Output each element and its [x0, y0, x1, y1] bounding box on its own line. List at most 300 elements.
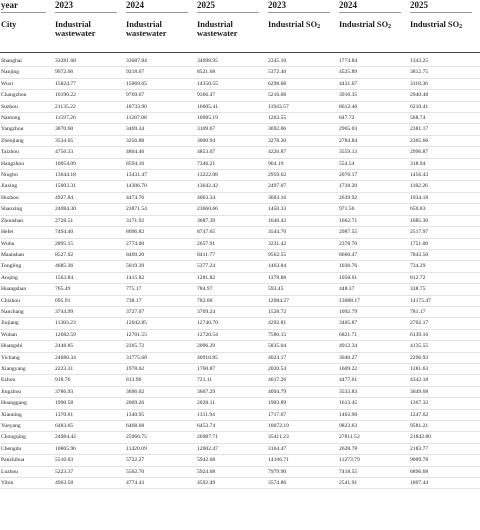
- table-row: [0, 443, 480, 454]
- so2-2023-cell: 4226.87: [267, 147, 338, 158]
- table-row: [0, 53, 480, 67]
- wastewater-2025-cell: 1281.82: [196, 272, 267, 283]
- city-cell: Yangzhou: [0, 124, 54, 135]
- so2-2023-cell: 3574.86: [267, 478, 338, 489]
- so2-2023-cell: 2020.54: [267, 363, 338, 374]
- table-row: [0, 249, 480, 260]
- table-row: [0, 78, 480, 89]
- wastewater-2024-cell: 738.17: [125, 295, 196, 306]
- wastewater-2023-cell: 15824.77: [54, 78, 125, 89]
- so2-2025-cell: 338.75: [409, 284, 480, 295]
- so2-2025-cell: 2940.48: [409, 90, 480, 101]
- city-cell: Suzhou: [0, 101, 54, 112]
- so2-2025-cell: 1247.62: [409, 409, 480, 420]
- so2-2025-cell: 1456.43: [409, 170, 480, 181]
- city-cell: Huangshi: [0, 341, 54, 352]
- so2-2025-cell: 650.83: [409, 204, 480, 215]
- year-header-cell: 2025: [196, 0, 267, 17]
- wastewater-2023-cell: 2448.85: [54, 341, 125, 352]
- city-cell: Panzhihua: [0, 455, 54, 466]
- so2-2024-cell: 3916.35: [338, 90, 409, 101]
- wastewater-2023-cell: 10190.22: [54, 90, 125, 101]
- so2-2025-cell: 2296.93: [409, 352, 480, 363]
- so2-2024-cell: 8612.46: [338, 101, 409, 112]
- column-header-wastewater: Industrial wastewater: [196, 17, 267, 53]
- wastewater-2023-cell: 21135.22: [54, 101, 125, 112]
- so2-2024-cell: 4912.34: [338, 341, 409, 352]
- wastewater-2025-cell: 5924.08: [196, 466, 267, 477]
- wastewater-2024-cell: 31775.68: [125, 352, 196, 363]
- so2-2024-cell: 554.54: [338, 158, 409, 169]
- so2-2025-cell: 2381.17: [409, 124, 480, 135]
- wastewater-2023-cell: 10865.96: [54, 443, 125, 454]
- so2-2024-cell: 3040.27: [338, 352, 409, 363]
- wastewater-2023-cell: 918.76: [54, 375, 125, 386]
- wastewater-2023-cell: 24680.34: [54, 352, 125, 363]
- wastewater-2025-cell: 6453.74: [196, 421, 267, 432]
- wastewater-2025-cell: 784.97: [196, 284, 267, 295]
- wastewater-2023-cell: 1990.58: [54, 398, 125, 409]
- column-header-so2: Industrial $SO_2$: [338, 17, 409, 53]
- city-cell: Wuhu: [0, 238, 54, 249]
- wastewater-2024-cell: 11287.08: [125, 113, 196, 124]
- table-row: [0, 227, 480, 238]
- wastewater-2024-cell: 3696.02: [125, 386, 196, 397]
- city-cell: Jingzhou: [0, 386, 54, 397]
- so2-2025-cell: 2517.97: [409, 227, 480, 238]
- wastewater-2024-cell: 813.96: [125, 375, 196, 386]
- wastewater-2024-cell: 9769.67: [125, 90, 196, 101]
- so2-2024-cell: 3405.87: [338, 318, 409, 329]
- wastewater-2025-cell: 1760.87: [196, 363, 267, 374]
- so2-2024-cell: 1609.22: [338, 363, 409, 374]
- wastewater-2024-cell: 9218.67: [125, 67, 196, 78]
- so2-2023-cell: 4024.17: [267, 352, 338, 363]
- so2-2024-cell: 2628.78: [338, 443, 409, 454]
- so2-2024-cell: 1092.79: [338, 306, 409, 317]
- city-cell: Huzhou: [0, 192, 54, 203]
- so2-2024-cell: 1718.20: [338, 181, 409, 192]
- wastewater-2023-cell: 4927.84: [54, 192, 125, 203]
- city-cell: Tongling: [0, 261, 54, 272]
- so2-2023-cell: 1903.89: [267, 398, 338, 409]
- table-row: [0, 90, 480, 101]
- city-cell: Huanggang: [0, 398, 54, 409]
- wastewater-2023-cell: 11383.23: [54, 318, 125, 329]
- wastewater-2024-cell: 4774.43: [125, 478, 196, 489]
- so2-2023-cell: 6298.08: [267, 78, 338, 89]
- so2-2023-cell: 3692.06: [267, 124, 338, 135]
- so2-2025-cell: 1807.44: [409, 478, 480, 489]
- wastewater-2023-cell: 1370.61: [54, 409, 125, 420]
- so2-2023-cell: 7580.15: [267, 329, 338, 340]
- table-row: [0, 375, 480, 386]
- wastewater-2024-cell: 8594.16: [125, 158, 196, 169]
- so2-2024-cell: 2378.70: [338, 238, 409, 249]
- table-row: [0, 113, 480, 124]
- so2-2025-cell: 2996.87: [409, 147, 480, 158]
- wastewater-2025-cell: 14350.55: [196, 78, 267, 89]
- city-cell: Chongqing: [0, 432, 54, 443]
- wastewater-2025-cell: 5942.68: [196, 455, 267, 466]
- so2-2023-cell: 593.45: [267, 284, 338, 295]
- so2-2024-cell: 4477.61: [338, 375, 409, 386]
- table-row: [0, 124, 480, 135]
- wastewater-2024-cell: 5722.27: [125, 455, 196, 466]
- city-cell: Chizhou: [0, 295, 54, 306]
- wastewater-2025-cell: 40910.85: [196, 352, 267, 363]
- wastewater-2023-cell: 3534.65: [54, 135, 125, 146]
- table-row: [0, 101, 480, 112]
- table-row: [0, 295, 480, 306]
- wastewater-2023-cell: 3870.60: [54, 124, 125, 135]
- so2-2025-cell: 7843.50: [409, 249, 480, 260]
- so2-2025-cell: 3049.68: [409, 386, 480, 397]
- so2-2023-cell: 5372.40: [267, 67, 338, 78]
- wastewater-2023-cell: 3786.93: [54, 386, 125, 397]
- wastewater-2023-cell: 33281.68: [54, 53, 125, 67]
- wastewater-2025-cell: 16605.41: [196, 101, 267, 112]
- wastewater-2023-cell: 765.49: [54, 284, 125, 295]
- so2-2023-cell: 2959.62: [267, 170, 338, 181]
- wastewater-2025-cell: 783.00: [196, 295, 267, 306]
- so2-2023-cell: 14106.71: [267, 455, 338, 466]
- wastewater-2023-cell: 4685.36: [54, 261, 125, 272]
- so2-2023-cell: 4292.81: [267, 318, 338, 329]
- wastewater-2025-cell: 13222.08: [196, 170, 267, 181]
- wastewater-2023-cell: 10054.09: [54, 158, 125, 169]
- table-row: [0, 432, 480, 443]
- so2-2023-cell: 1263.55: [267, 113, 338, 124]
- city-cell: Shaoxing: [0, 204, 54, 215]
- so2-2024-cell: 4525.89: [338, 67, 409, 78]
- so2-2025-cell: 6896.68: [409, 466, 480, 477]
- so2-2023-cell: 3164.47: [267, 443, 338, 454]
- wastewater-2023-cell: 3744.99: [54, 306, 125, 317]
- so2-2024-cell: 6821.71: [338, 329, 409, 340]
- so2-2023-cell: 7979.90: [267, 466, 338, 477]
- wastewater-2025-cell: 4063.34: [196, 192, 267, 203]
- wastewater-2023-cell: 2895.15: [54, 238, 125, 249]
- wastewater-2023-cell: 9972.66: [54, 67, 125, 78]
- so2-2023-cell: 35411.23: [267, 432, 338, 443]
- so2-2023-cell: 9562.55: [267, 249, 338, 260]
- so2-2025-cell: 781.17: [409, 306, 480, 317]
- column-header-so2: Industrial $SO_2$: [267, 17, 338, 53]
- so2-2025-cell: 9009.78: [409, 455, 480, 466]
- so2-2024-cell: 2639.92: [338, 192, 409, 203]
- city-cell: Nanchang: [0, 306, 54, 317]
- city-cell: Zhoushan: [0, 215, 54, 226]
- so2-2023-cell: 1717.67: [267, 409, 338, 420]
- year-header-cell: 2024: [338, 0, 409, 17]
- table-row: [0, 67, 480, 78]
- so2-2023-cell: 1528.72: [267, 306, 338, 317]
- wastewater-2024-cell: 3171.92: [125, 215, 196, 226]
- so2-2025-cell: 568.74: [409, 113, 480, 124]
- city-cell: Yibin: [0, 478, 54, 489]
- city-cell: Jiujiang: [0, 318, 54, 329]
- wastewater-2024-cell: 8469.20: [125, 249, 196, 260]
- so2-2024-cell: 971.56: [338, 204, 409, 215]
- so2-2023-cell: 2497.07: [267, 181, 338, 192]
- so2-2023-cell: 11943.57: [267, 101, 338, 112]
- wastewater-2025-cell: 26987.71: [196, 432, 267, 443]
- so2-2023-cell: 10072.19: [267, 421, 338, 432]
- table-row: [0, 421, 480, 432]
- wastewater-2025-cell: 1311.94: [196, 409, 267, 420]
- wastewater-2025-cell: 2028.11: [196, 398, 267, 409]
- so2-2025-cell: 1934.18: [409, 192, 480, 203]
- table-row: [0, 147, 480, 158]
- so2-2024-cell: 1662.71: [338, 215, 409, 226]
- wastewater-2023-cell: 8527.02: [54, 249, 125, 260]
- wastewater-2024-cell: 8096.82: [125, 227, 196, 238]
- city-cell: Zhenjiang: [0, 135, 54, 146]
- so2-2025-cell: 6139.16: [409, 329, 480, 340]
- wastewater-2023-cell: 5223.37: [54, 466, 125, 477]
- wastewater-2024-cell: 2265.72: [125, 341, 196, 352]
- table-row: [0, 204, 480, 215]
- wastewater-2024-cell: 1340.95: [125, 409, 196, 420]
- wastewater-2023-cell: 7494.40: [54, 227, 125, 238]
- wastewater-2025-cell: 12740.70: [196, 318, 267, 329]
- table-row: [0, 318, 480, 329]
- wastewater-2024-cell: 15069.65: [125, 78, 196, 89]
- wastewater-2024-cell: 5019.39: [125, 261, 196, 272]
- wastewater-2023-cell: 24084.30: [54, 204, 125, 215]
- city-cell: Changzhou: [0, 90, 54, 101]
- so2-2025-cell: 1343.25: [409, 53, 480, 67]
- so2-2024-cell: 7418.55: [338, 466, 409, 477]
- wastewater-2025-cell: 23660.66: [196, 204, 267, 215]
- wastewater-2025-cell: 10985.19: [196, 113, 267, 124]
- so2-2023-cell: 1378.88: [267, 272, 338, 283]
- table-row: [0, 181, 480, 192]
- wastewater-2024-cell: 4804.46: [125, 147, 196, 158]
- column-header-so2: Industrial $SO_2$: [409, 17, 480, 53]
- year-header-cell: 2024: [125, 0, 196, 17]
- city-cell: Jiaxing: [0, 181, 54, 192]
- city-cell: Nanjing: [0, 67, 54, 78]
- so2-2025-cell: 1685.30: [409, 215, 480, 226]
- wastewater-2024-cell: 3469.34: [125, 124, 196, 135]
- wastewater-2023-cell: 4756.33: [54, 147, 125, 158]
- table-row: [0, 466, 480, 477]
- table-row: [0, 261, 480, 272]
- so2-2023-cell: 4617.26: [267, 375, 338, 386]
- wastewater-2024-cell: 23871.54: [125, 204, 196, 215]
- wastewater-2023-cell: 4963.58: [54, 478, 125, 489]
- so2-2024-cell: 847.72: [338, 113, 409, 124]
- wastewater-2024-cell: 775.17: [125, 284, 196, 295]
- so2-2025-cell: 2183.77: [409, 443, 480, 454]
- wastewater-2025-cell: 2657.91: [196, 238, 267, 249]
- wastewater-2025-cell: 8521.68: [196, 67, 267, 78]
- so2-2025-cell: 4342.18: [409, 375, 480, 386]
- wastewater-2023-cell: 13644.18: [54, 170, 125, 181]
- so2-2024-cell: 1036.76: [338, 261, 409, 272]
- city-cell: Xianning: [0, 409, 54, 420]
- so2-2024-cell: 448.37: [338, 284, 409, 295]
- year-header-label: year: [0, 0, 54, 17]
- wastewater-2025-cell: 2096.29: [196, 341, 267, 352]
- wastewater-2024-cell: 3727.07: [125, 306, 196, 317]
- wastewater-2023-cell: 24984.42: [54, 432, 125, 443]
- so2-2025-cell: 1182.26: [409, 181, 480, 192]
- so2-2025-cell: 1751.00: [409, 238, 480, 249]
- so2-2023-cell: 5216.08: [267, 90, 338, 101]
- so2-2024-cell: 2965.03: [338, 124, 409, 135]
- so2-2023-cell: 12084.27: [267, 295, 338, 306]
- city-cell: Ningbo: [0, 170, 54, 181]
- so2-2024-cell: 3533.83: [338, 386, 409, 397]
- wastewater-2024-cell: 14306.70: [125, 181, 196, 192]
- so2-2025-cell: 6210.41: [409, 101, 480, 112]
- table-row: [0, 329, 480, 340]
- wastewater-2025-cell: 3000.94: [196, 135, 267, 146]
- table-row: [0, 352, 480, 363]
- wastewater-2025-cell: 4592.49: [196, 478, 267, 489]
- table-row: [0, 272, 480, 283]
- wastewater-2024-cell: 11420.09: [125, 443, 196, 454]
- wastewater-2025-cell: 7346.21: [196, 158, 267, 169]
- so2-2025-cell: 14175.47: [409, 295, 480, 306]
- wastewater-2025-cell: 5377.24: [196, 261, 267, 272]
- wastewater-2025-cell: 3687.39: [196, 215, 267, 226]
- so2-2024-cell: 2076.17: [338, 170, 409, 181]
- so2-2025-cell: 9581.21: [409, 421, 480, 432]
- so2-2025-cell: 3118.36: [409, 78, 480, 89]
- so2-2023-cell: 3544.70: [267, 227, 338, 238]
- table-body: [0, 53, 480, 489]
- year-header-cell: 2023: [54, 0, 125, 17]
- wastewater-2024-cell: 2774.00: [125, 238, 196, 249]
- city-cell: Maanshan: [0, 249, 54, 260]
- wastewater-2024-cell: 1978.62: [125, 363, 196, 374]
- so2-2024-cell: 2541.91: [338, 478, 409, 489]
- city-cell: Huangshan: [0, 284, 54, 295]
- so2-2024-cell: 3559.13: [338, 147, 409, 158]
- so2-2025-cell: 318.94: [409, 158, 480, 169]
- table-row: [0, 170, 480, 181]
- city-cell: Hangzhou: [0, 158, 54, 169]
- so2-2024-cell: 1058.61: [338, 272, 409, 283]
- wastewater-2024-cell: 1415.82: [125, 272, 196, 283]
- year-header-cell: 2025: [409, 0, 480, 17]
- wastewater-2024-cell: 12042.85: [125, 318, 196, 329]
- column-header-wastewater: Industrial wastewater: [125, 17, 196, 53]
- so2-2024-cell: 2784.84: [338, 135, 409, 146]
- wastewater-2025-cell: 8411.77: [196, 249, 267, 260]
- wastewater-2025-cell: 3607.29: [196, 386, 267, 397]
- wastewater-2025-cell: 12720.54: [196, 329, 267, 340]
- so2-2025-cell: 2365.66: [409, 135, 480, 146]
- table-row: [0, 238, 480, 249]
- year-header-row: [0, 0, 480, 17]
- table-row: [0, 135, 480, 146]
- wastewater-2025-cell: 9366.47: [196, 90, 267, 101]
- so2-2024-cell: 11273.79: [338, 455, 409, 466]
- wastewater-2023-cell: 695.91: [54, 295, 125, 306]
- wastewater-2025-cell: 3709.24: [196, 306, 267, 317]
- wastewater-2025-cell: 12002.47: [196, 443, 267, 454]
- so2-2025-cell: 3812.75: [409, 67, 480, 78]
- wastewater-2024-cell: 12701.55: [125, 329, 196, 340]
- wastewater-2025-cell: 3109.67: [196, 124, 267, 135]
- column-header-wastewater: Industrial wastewater: [54, 17, 125, 53]
- table-row: [0, 455, 480, 466]
- so2-2023-cell: 3603.16: [267, 192, 338, 203]
- wastewater-2024-cell: 3256.88: [125, 135, 196, 146]
- city-cell: Ezhou: [0, 375, 54, 386]
- wastewater-2024-cell: 2009.26: [125, 398, 196, 409]
- so2-2023-cell: 1450.33: [267, 204, 338, 215]
- table-row: [0, 363, 480, 374]
- column-header-city: City: [0, 17, 54, 53]
- so2-2023-cell: 1463.84: [267, 261, 338, 272]
- wastewater-2025-cell: 721.11: [196, 375, 267, 386]
- so2-2025-cell: 1367.32: [409, 398, 480, 409]
- so2-2024-cell: 1463.90: [338, 409, 409, 420]
- city-cell: Hefei: [0, 227, 54, 238]
- wastewater-2025-cell: 34098.95: [196, 53, 267, 67]
- city-cell: Yichang: [0, 352, 54, 363]
- wastewater-2023-cell: 5510.03: [54, 455, 125, 466]
- city-cell: Chengdu: [0, 443, 54, 454]
- so2-2023-cell: 3231.42: [267, 238, 338, 249]
- table-row: [0, 409, 480, 420]
- city-cell: Yueyang: [0, 421, 54, 432]
- so2-2023-cell: 5835.04: [267, 341, 338, 352]
- so2-2024-cell: 4431.67: [338, 78, 409, 89]
- wastewater-2023-cell: 11597.26: [54, 113, 125, 124]
- so2-2023-cell: 4094.79: [267, 386, 338, 397]
- so2-2024-cell: 8660.47: [338, 249, 409, 260]
- table-row: [0, 398, 480, 409]
- wastewater-2024-cell: 4474.76: [125, 192, 196, 203]
- city-cell: Wuxi: [0, 78, 54, 89]
- so2-2024-cell: 1613.45: [338, 398, 409, 409]
- table-row: [0, 192, 480, 203]
- wastewater-2024-cell: 6468.68: [125, 421, 196, 432]
- so2-2024-cell: 2987.55: [338, 227, 409, 238]
- so2-2024-cell: 9823.63: [338, 421, 409, 432]
- so2-2025-cell: 734.29: [409, 261, 480, 272]
- city-cell: Taizhou: [0, 147, 54, 158]
- wastewater-2023-cell: 2728.51: [54, 215, 125, 226]
- wastewater-2025-cell: 4853.07: [196, 147, 267, 158]
- table-row: [0, 478, 480, 489]
- city-cell: Shanghai: [0, 53, 54, 67]
- so2-2023-cell: 2345.10: [267, 53, 338, 67]
- so2-2025-cell: 4135.55: [409, 341, 480, 352]
- wastewater-2024-cell: 5562.70: [125, 466, 196, 477]
- year-header-cell: 2023: [267, 0, 338, 17]
- so2-2023-cell: 3278.30: [267, 135, 338, 146]
- wastewater-2024-cell: 33687.84: [125, 53, 196, 67]
- so2-2024-cell: 13088.17: [338, 295, 409, 306]
- wastewater-2025-cell: 13642.42: [196, 181, 267, 192]
- so2-2025-cell: 21842.80: [409, 432, 480, 443]
- so2-2025-cell: 2702.17: [409, 318, 480, 329]
- table-row: [0, 306, 480, 317]
- wastewater-2023-cell: 6483.65: [54, 421, 125, 432]
- wastewater-2024-cell: 18733.90: [125, 101, 196, 112]
- wastewater-2024-cell: 25966.75: [125, 432, 196, 443]
- city-cell: Anqing: [0, 272, 54, 283]
- wastewater-2023-cell: 2223.31: [54, 363, 125, 374]
